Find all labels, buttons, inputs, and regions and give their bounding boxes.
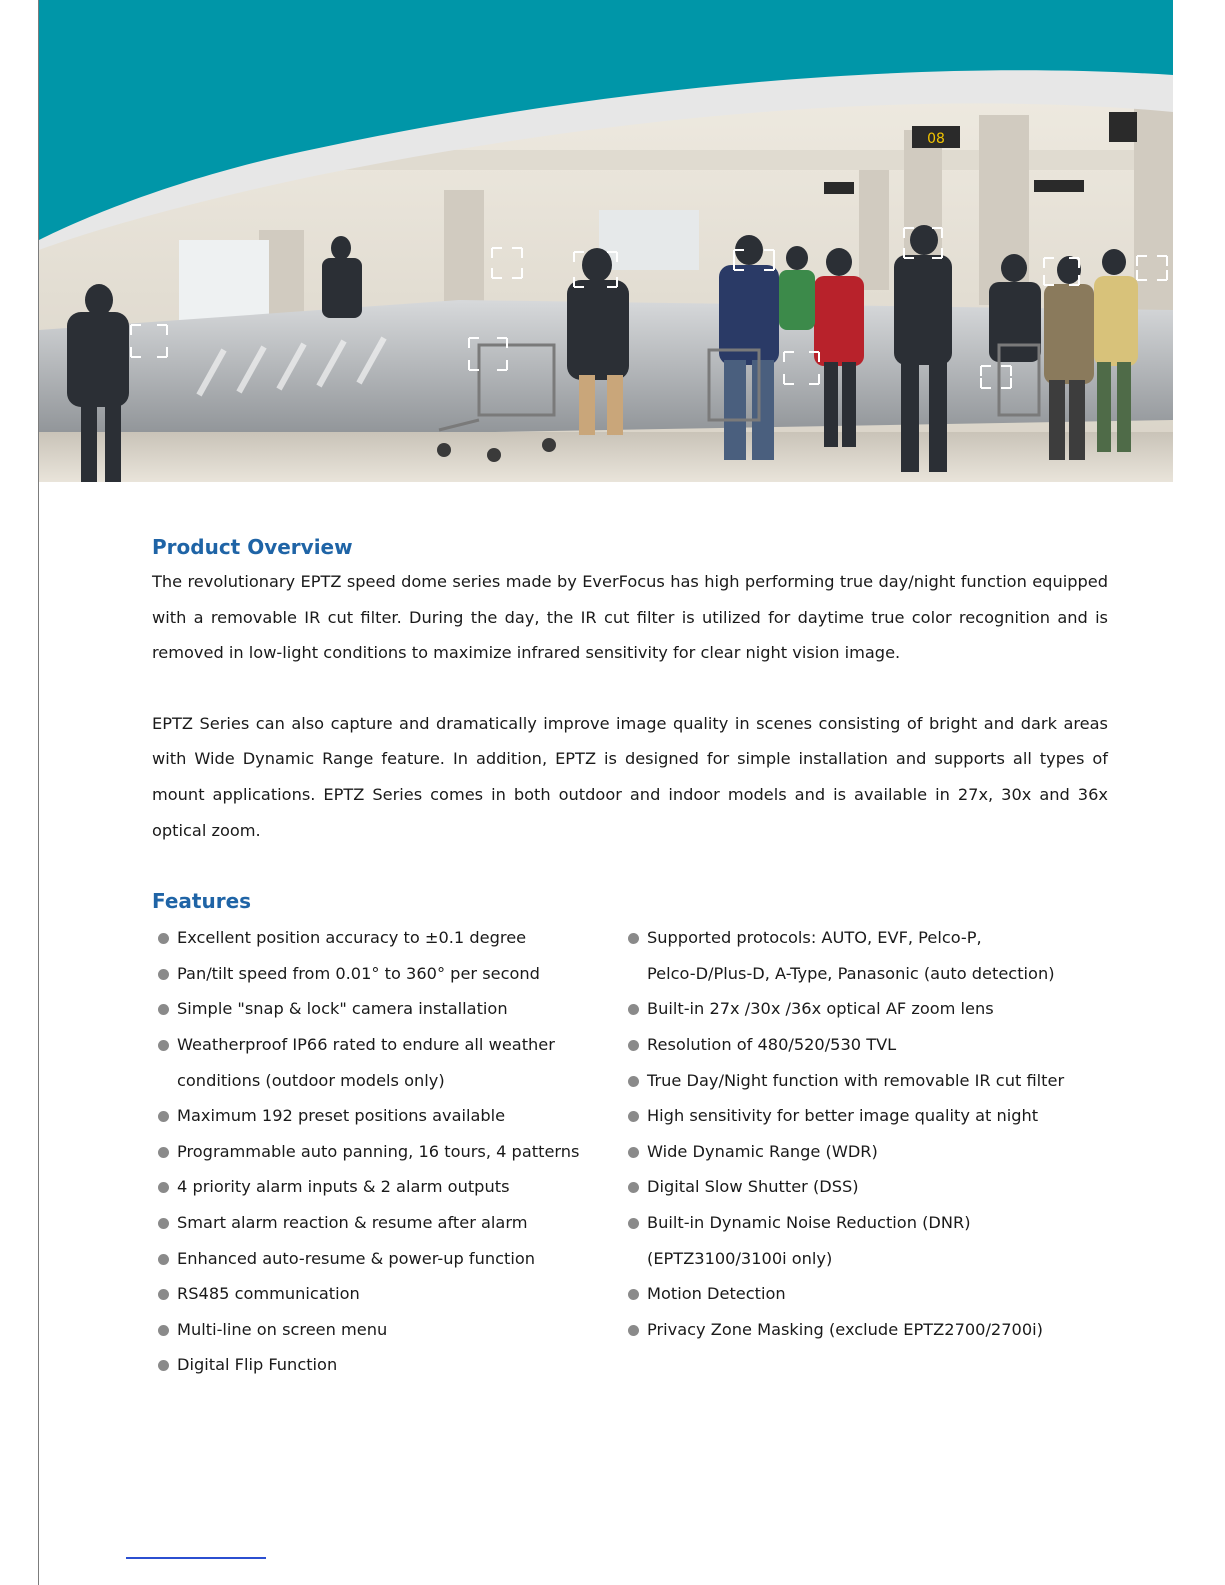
overview-paragraph-1: The revolutionary EPTZ speed dome series made by EverFocus has high performing true day/night function equipped with a removable IR cut filter. During the day, the IR cut filter is utilized for daytime true color recognition and is removed in low-light conditions to maximize infrared sensitivity for clear night vision image.: [152, 572, 1108, 663]
bullet-icon: [158, 1111, 169, 1122]
bullet-icon: [158, 1325, 169, 1336]
feature-text: RS485 communication: [177, 1284, 360, 1304]
feature-text: Multi-line on screen menu: [177, 1319, 388, 1339]
feature-text: 4 priority alarm inputs & 2 alarm outputs: [177, 1177, 510, 1197]
feature-text: Digital Slow Shutter (DSS): [647, 1177, 859, 1197]
feature-text: Wide Dynamic Range (WDR): [647, 1141, 878, 1161]
feature-text: Smart alarm reaction & resume after alarm: [177, 1212, 528, 1232]
bullet-icon: [158, 969, 169, 980]
bullet-icon: [628, 1040, 639, 1051]
main-content: [152, 530, 1108, 1400]
feature-item: [158, 1027, 618, 1098]
feature-text: Privacy Zone Masking (exclude EPTZ2700/2700i): [647, 1319, 1043, 1339]
feature-item: [628, 1276, 1128, 1312]
bullet-icon: [628, 1004, 639, 1015]
gate-sign-text: 08: [927, 131, 945, 147]
feature-item: [158, 1241, 618, 1277]
features-list: [152, 920, 1108, 1400]
feature-text: Maximum 192 preset positions available: [177, 1106, 506, 1126]
feature-text: Motion Detection: [647, 1284, 786, 1304]
feature-text: Weatherproof IP66 rated to endure all weather: [177, 1034, 555, 1054]
feature-item: [628, 1134, 1128, 1170]
feature-item: [158, 1205, 618, 1241]
feature-text: Supported protocols: AUTO, EVF, Pelco-P,: [647, 928, 982, 948]
bullet-icon: [158, 1289, 169, 1300]
feature-item: [628, 1205, 1128, 1276]
feature-text: Pelco-D/Plus-D, A-Type, Panasonic (auto detection): [647, 963, 1055, 983]
feature-item: [158, 991, 618, 1027]
feature-text: Built-in 27x /30x /36x optical AF zoom lens: [647, 999, 994, 1019]
feature-item: [628, 1169, 1128, 1205]
feature-text: conditions (outdoor models only): [177, 1070, 445, 1090]
bullet-icon: [158, 1360, 169, 1371]
features-title: Features: [152, 889, 252, 914]
feature-item: [158, 956, 618, 992]
feature-item: [628, 1027, 1128, 1063]
feature-item: [628, 1312, 1128, 1348]
bullet-icon: [158, 1040, 169, 1051]
bullet-icon: [628, 1076, 639, 1087]
bullet-icon: [628, 1182, 639, 1193]
bullet-icon: [158, 1182, 169, 1193]
bullet-icon: [628, 933, 639, 944]
bullet-icon: [158, 933, 169, 944]
feature-item: [158, 1134, 618, 1170]
feature-text: Enhanced auto-resume & power-up function: [177, 1248, 536, 1268]
feature-text: High sensitivity for better image quality at night: [647, 1106, 1039, 1126]
feature-item: [158, 1347, 618, 1383]
feature-item: [158, 1169, 618, 1205]
feature-item: [158, 920, 618, 956]
feature-text: Simple "snap & lock" camera installation: [177, 999, 508, 1019]
airport-photo: [39, 0, 1173, 482]
bullet-icon: [158, 1254, 169, 1265]
feature-item: [158, 1312, 618, 1348]
feature-text: (EPTZ3100/3100i only): [647, 1248, 833, 1268]
feature-text: Pan/tilt speed from 0.01° to 360° per second: [177, 963, 540, 983]
bullet-icon: [158, 1004, 169, 1015]
feature-item: [158, 1276, 618, 1312]
features-left-column: [158, 920, 618, 1383]
bullet-icon: [628, 1111, 639, 1122]
bullet-icon: [628, 1218, 639, 1229]
feature-text: Digital Flip Function: [177, 1355, 338, 1375]
bullet-icon: [158, 1218, 169, 1229]
feature-item: [158, 1098, 618, 1134]
feature-item: [628, 1063, 1128, 1099]
features-right-column: [628, 920, 1128, 1347]
overview-paragraph-2: EPTZ Series can also capture and dramatically improve image quality in scenes consisting of bright and dark areas with Wide Dynamic Range feature. In addition, EPTZ is designed for simple installation and supports all types of mount applications. EPTZ Series comes in both outdoor and indoor models and is available in 27x, 30x and 36x optical zoom.: [152, 713, 1108, 840]
bullet-icon: [628, 1289, 639, 1300]
feature-item: [628, 991, 1128, 1027]
bullet-icon: [158, 1147, 169, 1158]
feature-text: Resolution of 480/520/530 TVL: [647, 1034, 897, 1054]
product-overview-title: Product Overview: [152, 535, 353, 559]
feature-text: Programmable auto panning, 16 tours, 4 patterns: [177, 1141, 580, 1161]
feature-text: Excellent position accuracy to ±0.1 degree: [177, 928, 527, 948]
header-banner: [39, 0, 1173, 482]
bullet-icon: [628, 1147, 639, 1158]
footer-link-underline: [126, 1557, 266, 1559]
bullet-icon: [628, 1325, 639, 1336]
feature-text: True Day/Night function with removable IR cut filter: [647, 1070, 1065, 1090]
feature-text: Built-in Dynamic Noise Reduction (DNR): [647, 1212, 971, 1232]
feature-item: [628, 1098, 1128, 1134]
feature-item: [628, 920, 1128, 991]
